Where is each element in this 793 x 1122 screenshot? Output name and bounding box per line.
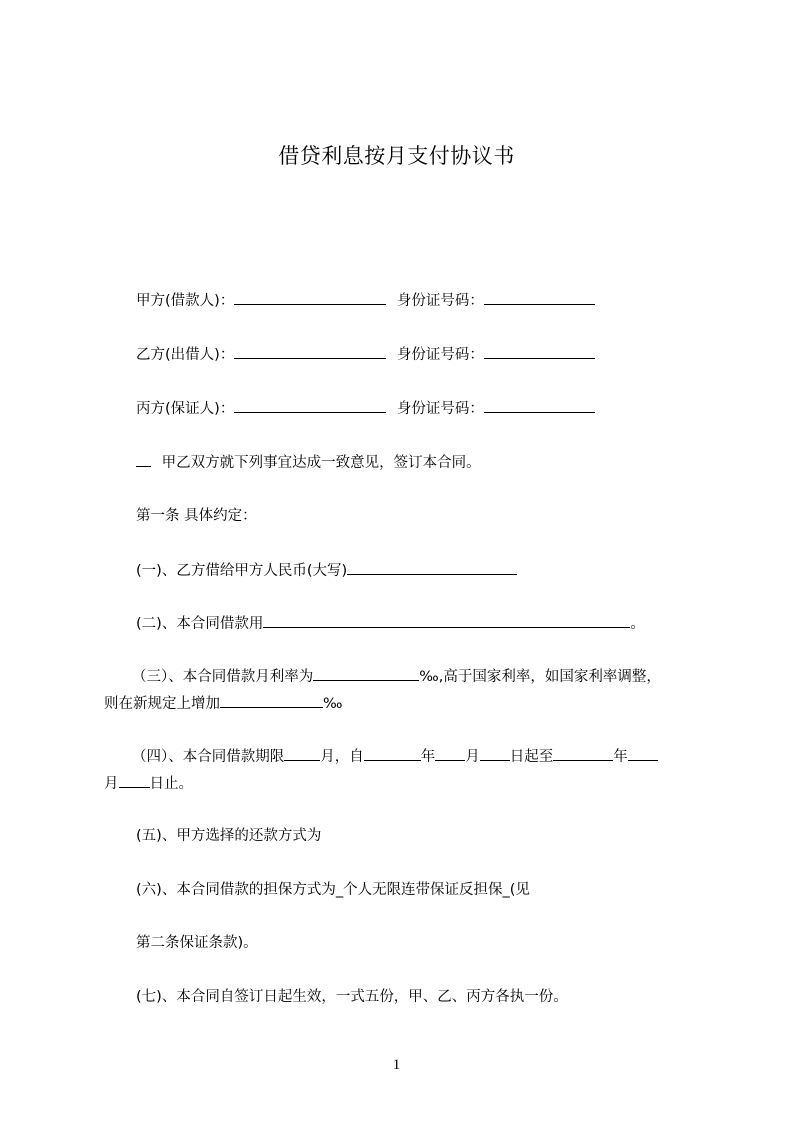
- borrower-label: 甲方(借款人)：: [136, 293, 235, 309]
- clause-2-end: 。: [630, 616, 645, 632]
- intro-paragraph: [136, 452, 481, 473]
- borrower-id-label: 身份证号码：: [396, 293, 484, 309]
- clause-7: (七)、本合同自签订日起生效，一式五份，甲、乙、丙方各执一份。: [136, 989, 568, 1005]
- article1-heading: 第一条 具体约定：: [136, 508, 257, 524]
- clause-3-line-2-text: 则在新规定上增加: [104, 696, 220, 712]
- clause-4-p4: 月: [465, 749, 480, 765]
- lender-name-blank: [234, 344, 386, 359]
- guarantor-id-blank: [484, 398, 595, 413]
- clause-6-line-1: (六)、本合同借款的担保方式为_个人无限连带保证反担保_(见: [136, 882, 530, 898]
- lender-id-blank: [484, 344, 595, 359]
- clause-1-text: (一)、乙方借给甲方人民币(大写): [136, 563, 348, 579]
- party-line-guarantor: [136, 398, 595, 419]
- clause-2-text: (二)、本合同借款用: [136, 616, 264, 632]
- clause-3-permille: ‰: [323, 696, 343, 712]
- clause-4-line-1: [132, 746, 658, 767]
- clause-4-p1: （四）、本合同借款期限: [132, 749, 285, 765]
- party-line-borrower: [136, 290, 595, 311]
- party-line-lender: [136, 344, 595, 365]
- clause-4-start-month-blank: [435, 746, 465, 761]
- guarantor-name-blank: [234, 398, 386, 413]
- lender-id-label: 身份证号码：: [396, 347, 484, 363]
- document-title: 借贷利息按月支付协议书: [278, 144, 515, 168]
- guarantor-id-label: 身份证号码：: [396, 401, 484, 417]
- clause-2-purpose-blank: [263, 613, 630, 628]
- clause-4-line-2-start: 月: [104, 776, 119, 792]
- clause-4-line-2: [104, 773, 193, 794]
- clause-4-p5: 日起至: [509, 749, 554, 765]
- clause-3-rate-blank: [313, 666, 419, 681]
- clause-3-increase-blank: [220, 693, 323, 708]
- clause-6-line-2: 第二条保证条款)。: [136, 935, 258, 951]
- intro-text: 甲乙双方就下列事宜达成一致意见，签订本合同。: [161, 455, 481, 471]
- clause-3-text: （三）、本合同借款月利率为: [132, 669, 314, 685]
- borrower-id-blank: [484, 290, 595, 305]
- clause-3-line-2: [104, 693, 342, 714]
- clause-2: [136, 613, 645, 634]
- clause-4-p3: 年: [420, 749, 436, 765]
- lender-label: 乙方(出借人)：: [136, 347, 235, 363]
- clause-4-end-day-blank: [119, 773, 150, 788]
- clause-4-end-month-blank: [628, 746, 658, 761]
- clause-3-line-1: [132, 666, 661, 687]
- clause-4-end-year-blank: [553, 746, 613, 761]
- clause-5: (五)、甲方选择的还款方式为: [136, 828, 322, 844]
- clause-4-start-year-blank: [364, 746, 421, 761]
- clause-4-months-blank: [284, 746, 320, 761]
- clause-4-p6: 年: [613, 749, 628, 765]
- guarantor-label: 丙方(保证人)：: [136, 401, 235, 417]
- borrower-name-blank: [234, 290, 386, 305]
- clause-1: [136, 560, 517, 581]
- clause-4-start-day-blank: [480, 746, 510, 761]
- clause-4-line-2-end: 日止。: [149, 776, 193, 792]
- clause-4-p2: 月，自: [320, 749, 364, 765]
- clause-1-amount-blank: [347, 560, 517, 575]
- clause-3-mid: ‰,高于国家利率，如国家利率调整，: [419, 669, 661, 685]
- page-number: 1: [392, 1057, 401, 1073]
- intro-blank: [136, 452, 151, 467]
